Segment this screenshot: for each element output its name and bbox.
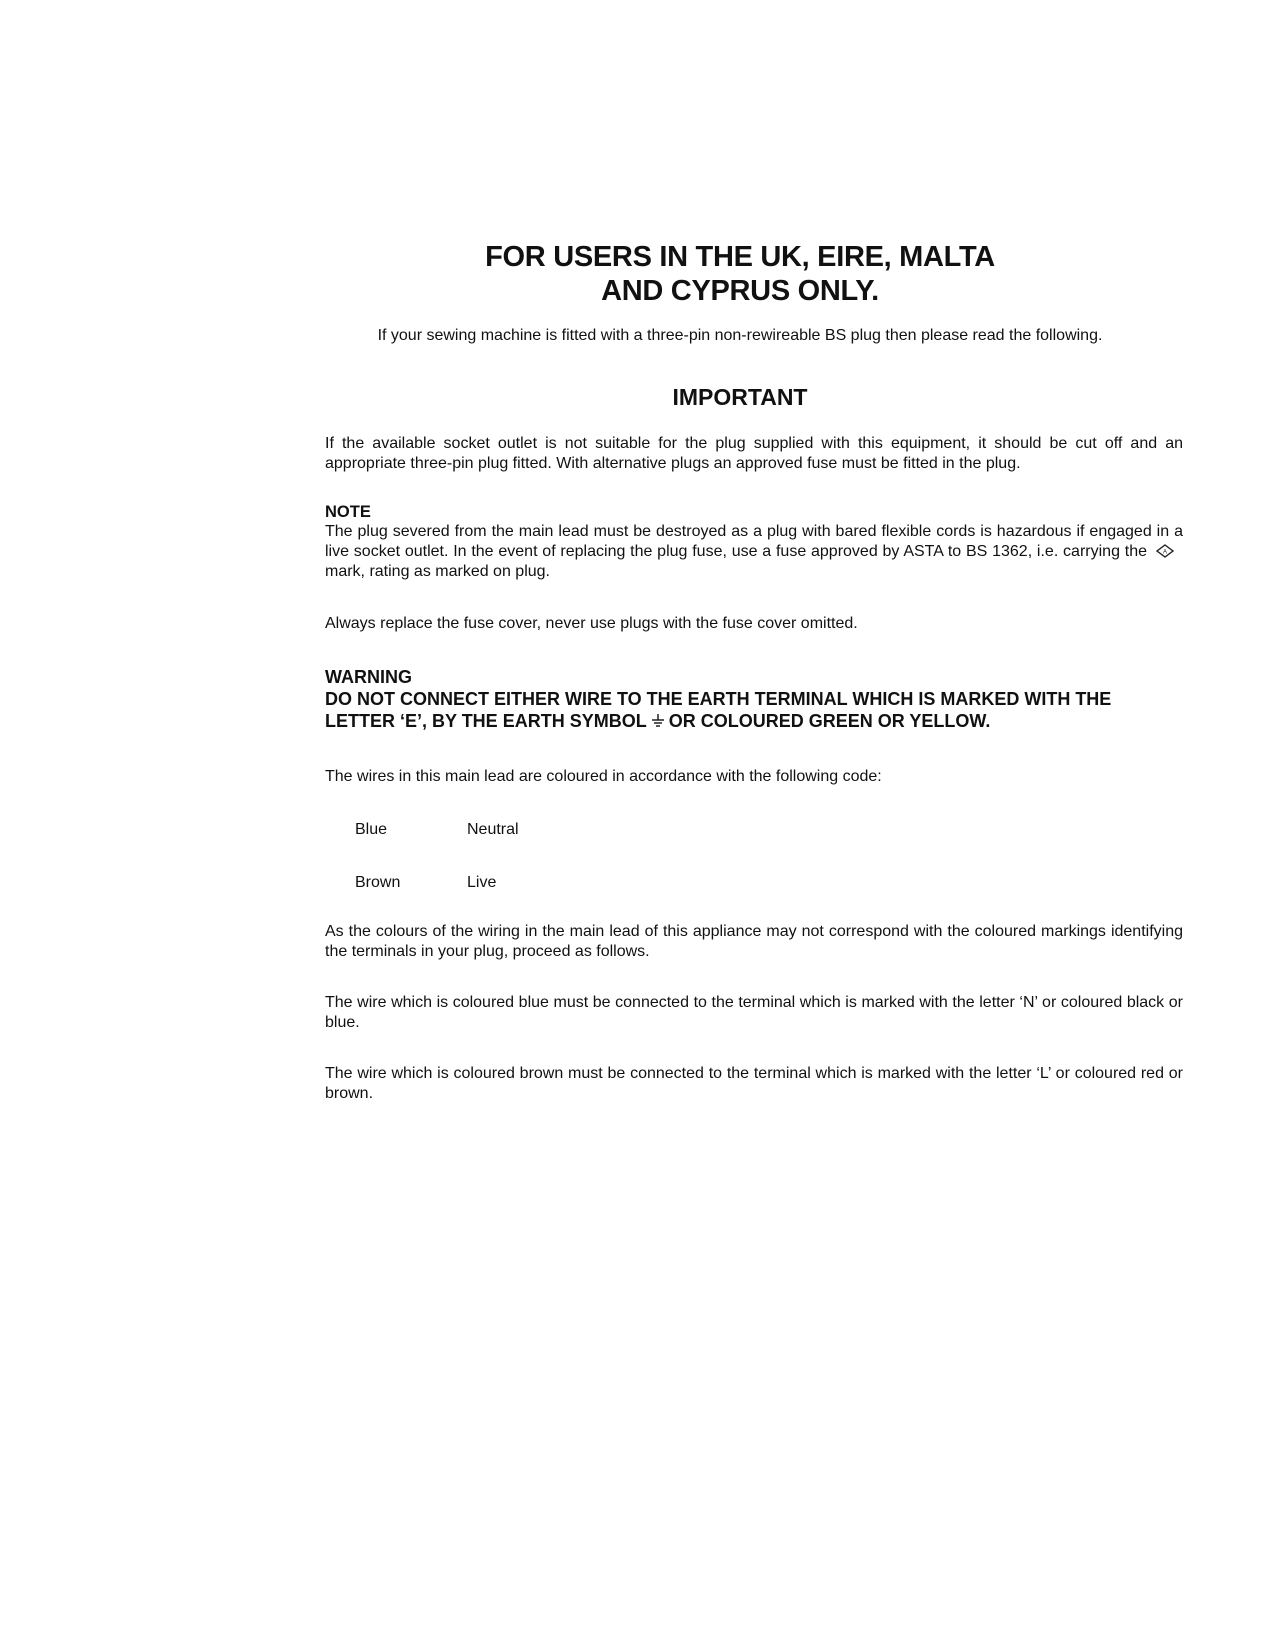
code-meaning: Live	[467, 874, 497, 891]
code-meaning: Neutral	[467, 821, 519, 838]
code-colour: Brown	[355, 874, 401, 891]
asta-mark-icon	[1155, 544, 1175, 558]
warning-text-after: OR COLOURED GREEN OR YELLOW.	[668, 711, 991, 731]
note-label: NOTE	[325, 503, 371, 521]
code-row-blue	[355, 820, 519, 840]
important-heading: IMPORTANT	[672, 384, 808, 410]
important-paragraph: If the available socket outlet is not suitable for the plug supplied with this equipment, it should be cut off and an appropriate three-pin plug fitted. With alternative plugs an approved fuse must be fitted in the plug.	[325, 435, 1183, 472]
warning-text-before: DO NOT CONNECT EITHER WIRE TO THE EARTH TERMINAL WHICH IS MARKED WITH THE LETTER ‘E’, BY THE EARTH SYMBOL	[325, 689, 1112, 731]
warning-paragraph	[325, 688, 1183, 732]
page-title	[300, 240, 1180, 308]
note-section	[325, 502, 1183, 582]
note-text-after: mark, rating as marked on plug.	[325, 563, 550, 580]
note-text-before: The plug severed from the main lead must be destroyed as a plug with bared flexible cords is hazardous if engaged in a live socket outlet. In the event of replacing the plug fuse, use a fuse approved by ASTA to BS 1362, i.e. carrying the	[325, 523, 1183, 560]
code-colour: Blue	[355, 821, 388, 838]
warning-label: WARNING	[325, 667, 412, 687]
intro-text: If your sewing machine is fitted with a three-pin non-rewireable BS plug then please read the following.	[377, 327, 1103, 344]
title-line-1: FOR USERS IN THE UK, EIRE, MALTA	[485, 241, 995, 273]
note-paragraph	[325, 522, 1183, 582]
colours-paragraph: As the colours of the wiring in the main lead of this appliance may not correspond with the coloured markings identifying the terminals in your plug, proceed as follows.	[325, 923, 1183, 960]
code-intro-paragraph: The wires in this main lead are coloured in accordance with the following code:	[325, 768, 882, 785]
svg-text:A: A	[1162, 549, 1168, 556]
code-row-brown	[355, 873, 496, 893]
brown-wire-paragraph: The wire which is coloured brown must be connected to the terminal which is marked with the letter ‘L’ or coloured red or brown.	[325, 1065, 1183, 1102]
earth-symbol-icon	[651, 714, 665, 728]
warning-section	[325, 666, 1183, 732]
fuse-cover-paragraph: Always replace the fuse cover, never use plugs with the fuse cover omitted.	[325, 615, 858, 632]
title-line-2: AND CYPRUS ONLY.	[601, 275, 879, 307]
blue-wire-paragraph: The wire which is coloured blue must be connected to the terminal which is marked with the letter ‘N’ or coloured black or blue.	[325, 994, 1183, 1031]
